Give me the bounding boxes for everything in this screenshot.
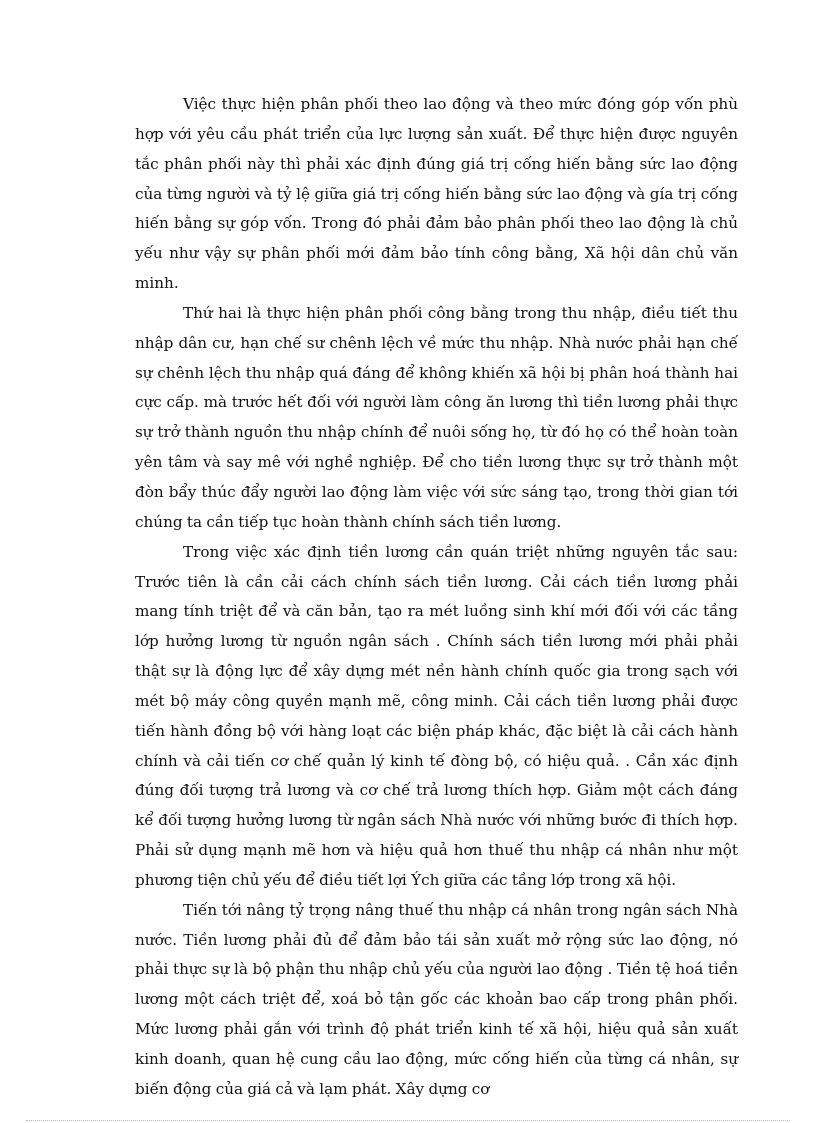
paragraph-1: Việc thực hiện phân phối theo lao động và theo mức đóng góp vốn phù hợp với yêu cầu phát triển của lực lượng sản xuất. Để thực hiện được nguyên tắc phân phối này thì phải xác định đúng giá trị cống hiến bằng sức lao động của từng người và tỷ lệ giữa giá trị cống hiến bằng sức lao động và gía trị cống hiến bằng sự góp vốn. Trong đó phải đảm bảo phân phối theo lao động là chủ yếu như vậy sự phân phối mới đảm bảo tính công bằng, Xã hội dân chủ văn minh. [135, 95, 738, 293]
paragraph-3: Trong việc xác định tiền lương cần quán triệt những nguyên tắc sau: Trước tiên là cần cải cách chính sách tiền lương. Cải cách tiền lương phải mang tính triệt để và căn bản, tạo ra mét luồng sinh khí mới đối với các tầng lớp hưởng lương từ nguồn ngân sách . Chính sách tiền lương mới phải phải thật sự là động lực để xây dựng mét nền hành chính quốc gia trong sạch với mét bộ máy công quyền mạnh mẽ, công minh. Cải cách tiền lương phải được tiến hành đồng bộ với hàng loạt các biện pháp khác, đặc biệt là cải cách hành chính và cải tiến cơ chế quản lý kinh tế đòng bộ, có hiệu quả. . Cần xác định đúng đối tượng trả lương và cơ chế trả lương thích hợp. Giảm một cách đáng kể đối tượng hưởng lương từ ngân sách Nhà nước với những bước đi thích hợp. Phải sử dụng mạnh mẽ hơn và hiệu quả hơn thuế thu nhập cá nhân như một phương tiện chủ yếu để điều tiết lợi Ých giữa các tầng lớp trong xã hội. [135, 542, 738, 889]
paragraph-2: Thứ hai là thực hiện phân phối công bằng trong thu nhập, điều tiết thu nhập dân cư, hạn chế sư chênh lệch về mức thu nhập. Nhà nước phải hạn chế sự chênh lệch thu nhập quá đáng để không khiến xã hội bị phân hoá thành hai cực cấp. mà trước hết đối với người làm công ăn lương thì tiền lương phải thực sự trở thành nguồn thu nhập chính để nuôi sống họ, từ đó họ có thể hoàn toàn yên tâm và say mê với nghề nghiệp. Để cho tiền lương thực sự trở thành một đòn bẩy thúc đẩy người lao động làm việc với sức sáng tạo, trong thời gian tới chúng ta cần tiếp tục hoàn thành chính sách tiền lương. [135, 303, 738, 531]
document-body [135, 90, 738, 1105]
page-bottom-divider [26, 1120, 790, 1121]
paragraph-4: Tiến tới nâng tỷ trọng nâng thuế thu nhập cá nhân trong ngân sách Nhà nước. Tiền lương phải đủ để đảm bảo tái sản xuất mở rộng sức lao động, nó phải thực sự là bộ phận thu nhập chủ yếu của người lao động . Tiền tệ hoá tiền lương một cách triệt để, xoá bỏ tận gốc các khoản bao cấp trong phân phối. Mức lương phải gắn với trình độ phát triển kinh tế xã hội, hiệu quả sản xuất kinh doanh, quan hệ cung cầu lao động, mức cống hiến của từng cá nhân, sự biến động của giá cả và lạm phát. Xây dựng cơ [135, 900, 738, 1098]
